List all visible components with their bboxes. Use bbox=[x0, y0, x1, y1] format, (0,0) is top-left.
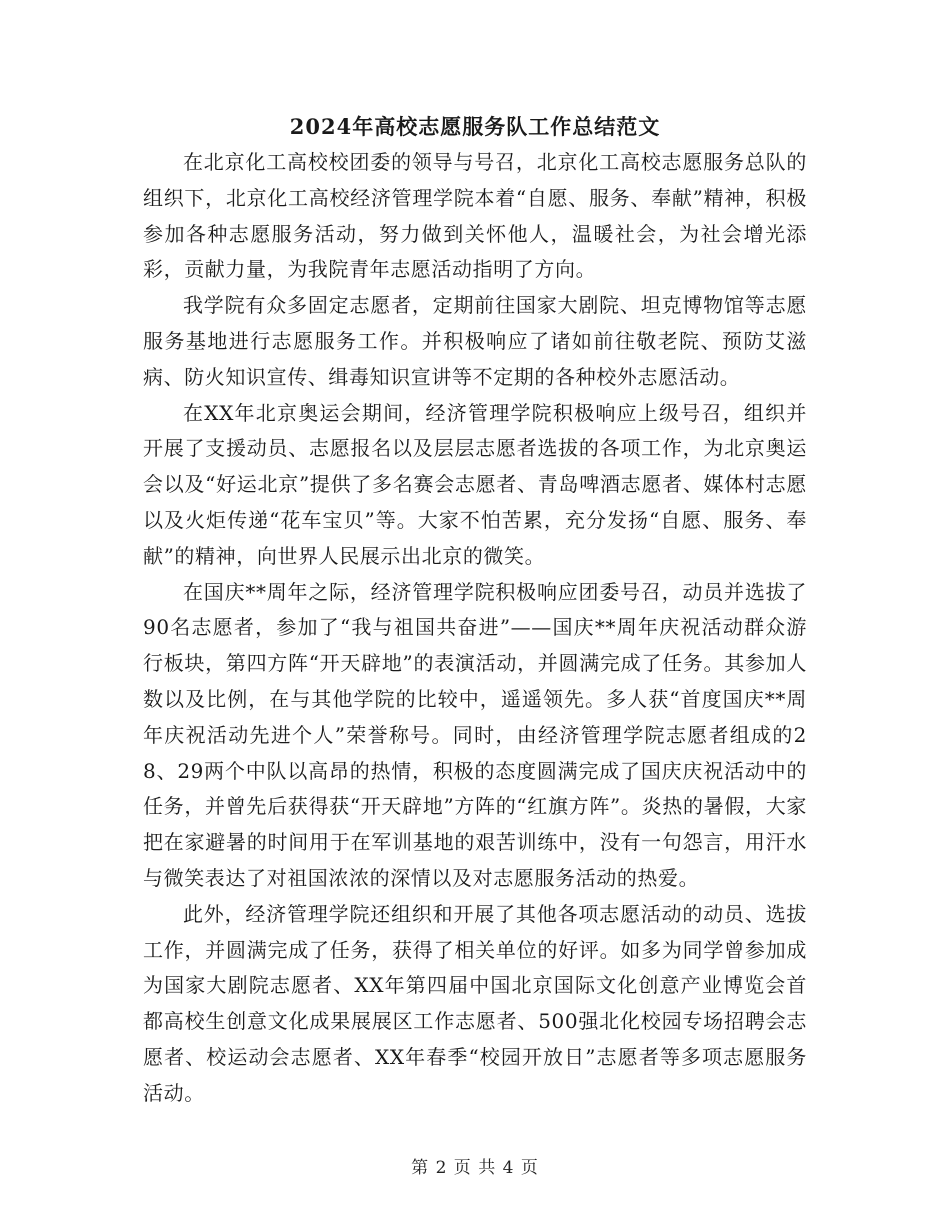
paragraph-national-day: 在国庆**周年之际，经济管理学院积极响应团委号召，动员并选拔了90名志愿者，参加了“我与祖国共奋进”——国庆**周年庆祝活动群众游行板块，第四方阵“开天辟地”的表演活动，并圆满完成了任务。其参加人数以及比例，在与其他学院的比较中，遥遥领先。多人获“首度国庆**周年庆祝活动先进个人”荣誉称号。同时，由经济管理学院志愿者组成的28、29两个中队以高昂的热情，积极的态度圆满完成了国庆庆祝活动中的任务，并曾先后获得获“开天辟地”方阵的“红旗方阵”。炎热的暑假，大家把在家避暑的时间用于在军训基地的艰苦训练中，没有一句怨言，用汗水与微笑表达了对祖国浓浓的深情以及对志愿服务活动的热爱。 bbox=[143, 579, 807, 890]
document-title: 2024年高校志愿服务队工作总结范文 bbox=[289, 114, 661, 139]
page-number-footer: 第 2 页 共 4 页 bbox=[411, 1158, 539, 1178]
paragraph-olympics: 在XX年北京奥运会期间，经济管理学院积极响应上级号召，组织并开展了支援动员、志愿报名以及层层志愿者选拔的各项工作，为北京奥运会以及“好运北京”提供了多名赛会志愿者、青岛啤酒志愿者、媒体村志愿以及火炬传递“花车宝贝”等。大家不怕苦累，充分发扬“自愿、服务、奉献”的精神，向世界人民展示出北京的微笑。 bbox=[143, 400, 807, 568]
document-body bbox=[143, 145, 807, 1112]
paragraph-other-activities: 此外，经济管理学院还组织和开展了其他各项志愿活动的动员、选拔工作，并圆满完成了任务，获得了相关单位的好评。如多为同学曾参加成为国家大剧院志愿者、XX年第四届中国北京国际文化创意产业博览会首都高校生创意文化成果展展区工作志愿者、500强北化校园专场招聘会志愿者、校运动会志愿者、XX年春季“校园开放日”志愿者等多项志愿服务活动。 bbox=[143, 901, 807, 1105]
paragraph-fixed-volunteers: 我学院有众多固定志愿者，定期前往国家大剧院、坦克博物馆等志愿服务基地进行志愿服务工作。并积极响应了诸如前往敬老院、预防艾滋病、防火知识宣传、缉毒知识宣讲等不定期的各种校外志愿活动。 bbox=[143, 293, 807, 389]
paragraph-intro: 在北京化工高校校团委的领导与号召，北京化工高校志愿服务总队的组织下，北京化工高校经济管理学院本着“自愿、服务、奉献”精神，积极参加各种志愿服务活动，努力做到关怀他人，温暖社会，为社会增光添彩，贡献力量，为我院青年志愿活动指明了方向。 bbox=[143, 150, 807, 282]
